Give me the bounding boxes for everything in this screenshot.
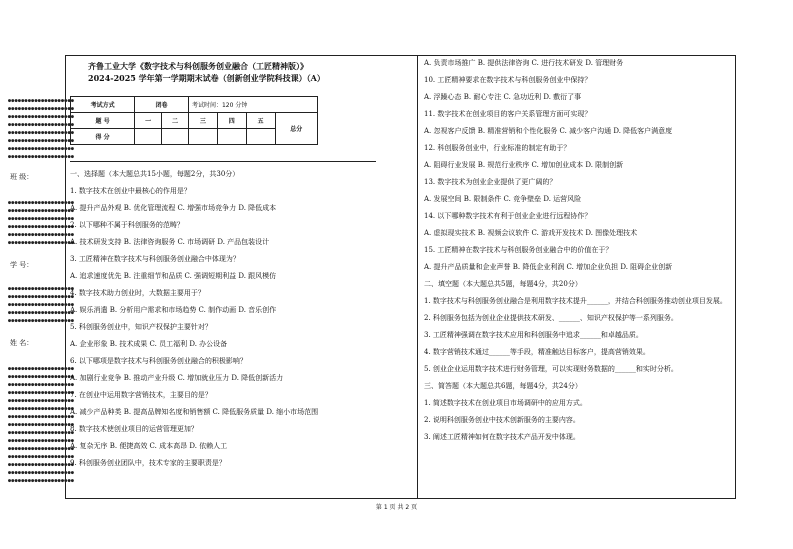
total-label: 总分 (275, 113, 317, 145)
name-label: 姓 名： (10, 339, 34, 347)
dot-column-16: ●●●●●●●●●●●●●●●●●●●● (8, 294, 75, 300)
question-text: 6. 以下哪项是数字技术与科创服务创业融合的积极影响？ (70, 357, 247, 365)
score-cell-1[interactable] (135, 129, 162, 145)
spacer (424, 374, 730, 382)
dot-column-22: ●●●●●●●●●●●●●●●●●●●● (8, 382, 75, 388)
question-text: 2. 说明科创服务创业中技术创新服务的主要内容。 (424, 416, 580, 424)
student-id-label: 学 号： (10, 261, 34, 269)
question-text: 7. 在创业中运用数字营销技术，主要目的是？ (70, 391, 212, 399)
score-cell-3[interactable] (188, 129, 217, 145)
exam-title-line2: 2024-2025 学年第一学期期末试卷（创新创业学院科技课）（A） (88, 73, 325, 83)
section-heading: 一、选择题（本大题总共15小题，每题2分，共30分） (70, 170, 240, 178)
spacer (424, 391, 730, 399)
spacer (424, 425, 730, 433)
spacer (70, 400, 408, 408)
spacer (70, 332, 408, 340)
dot-column-19: ●●●●●●●●●●●●●●●●●●●● (8, 318, 75, 324)
answer-options: A. 加剧行业竞争 B. 推动产业升级 C. 增加就业压力 D. 降低创新活力 (70, 374, 284, 382)
dot-column-14: ●●●●●●●●●●●●●●●●●●●● (8, 240, 75, 246)
answer-options: A. 提升产品质量和企业声誉 B. 降低企业利润 C. 增加企业负担 D. 阻碍企业创新 (424, 263, 673, 271)
spacer (70, 213, 408, 221)
spacer (70, 315, 408, 323)
spacer (70, 366, 408, 374)
dot-column-3: ●●●●●●●●●●●●●●●●●●●● (8, 114, 75, 120)
question-text: 1. 数字技术在创业中最核心的作用是？ (70, 187, 191, 195)
spacer (424, 340, 730, 348)
question-text: 5. 科创服务创业中，知识产权保护主要针对？ (70, 323, 212, 331)
dot-column-8: ●●●●●●●●●●●●●●●●●●●● (8, 154, 75, 160)
dot-column-9: ●●●●●●●●●●●●●●●●●●●● (8, 200, 75, 206)
question-text: 3. 工匠精神强调在数字技术应用和科创服务中追求______和卓越品质。 (424, 331, 643, 339)
class-label: 班 级： (10, 173, 34, 181)
left-column-header (70, 57, 412, 84)
dot-column-27: ●●●●●●●●●●●●●●●●●●●● (8, 422, 75, 428)
answer-options: A. 虚拟现实技术 B. 视频会议软件 C. 游戏开发技术 D. 图像处理技术 (424, 229, 638, 237)
spacer (70, 230, 408, 238)
dot-column-7: ●●●●●●●●●●●●●●●●●●●● (8, 146, 75, 152)
answer-options: A. 复杂无序 B. 便捷高效 C. 成本高昂 D. 依赖人工 (70, 442, 228, 450)
column-divider (417, 55, 418, 499)
col-2: 二 (162, 113, 189, 129)
spacer (424, 153, 730, 161)
answer-options: A. 阻碍行业发展 B. 规范行业秩序 C. 增加创业成本 D. 限制创新 (424, 161, 624, 169)
spacer (70, 417, 408, 425)
dot-column-5: ●●●●●●●●●●●●●●●●●●●● (8, 130, 75, 136)
dot-column-4: ●●●●●●●●●●●●●●●●●●●● (8, 122, 75, 128)
exam-title-line1: 齐鲁工业大学《数字技术与科创服务创业融合（工匠精神版）》 (88, 61, 308, 71)
section-heading: 三、简答题（本大题总共6题，每题4分，共24分） (424, 382, 582, 390)
dot-column-15: ●●●●●●●●●●●●●●●●●●●● (8, 286, 75, 292)
answer-options: A. 娱乐消遣 B. 分析用户需求和市场趋势 C. 制作动画 D. 音乐创作 (70, 306, 277, 314)
spacer (424, 170, 730, 178)
dot-column-30: ●●●●●●●●●●●●●●●●●●●● (8, 446, 75, 452)
question-text: 3. 工匠精神在数字技术与科创服务创业融合中体现为？ (70, 255, 240, 263)
spacer (424, 221, 730, 229)
answer-options: A. 技术研发支持 B. 法律咨询服务 C. 市场调研 D. 产品包装设计 (70, 238, 270, 246)
question-text: 8. 数字技术使创业项目的运营管理更加？ (70, 425, 198, 433)
dot-column-12: ●●●●●●●●●●●●●●●●●●●● (8, 224, 75, 230)
dot-column-29: ●●●●●●●●●●●●●●●●●●●● (8, 438, 75, 444)
question-text: 15. 工匠精神在数字技术与科创服务创业融合中的价值在于？ (424, 246, 613, 254)
spacer (70, 451, 408, 459)
spacer (424, 357, 730, 365)
spacer (70, 264, 408, 272)
question-text: 2. 科创服务包括为创业企业提供技术研发、______、知识产权保护等一系列服务。 (424, 314, 678, 322)
spacer (70, 196, 408, 204)
score-cell-4[interactable] (217, 129, 246, 145)
spacer (424, 187, 730, 195)
dot-column-24: ●●●●●●●●●●●●●●●●●●●● (8, 398, 75, 404)
question-no-label: 题 号 (71, 113, 135, 129)
answer-options: A. 减少产品种类 B. 提高品牌知名度和销售额 C. 降低服务质量 D. 缩小市场范围 (70, 408, 319, 416)
dot-column-11: ●●●●●●●●●●●●●●●●●●●● (8, 216, 75, 222)
section-separator (70, 161, 376, 162)
score-cell-5[interactable] (246, 129, 275, 145)
spacer (424, 68, 730, 76)
score-table (70, 96, 318, 145)
dot-column-2: ●●●●●●●●●●●●●●●●●●●● (8, 106, 75, 112)
dot-column-34: ●●●●●●●●●●●●●●●●●●●● (8, 478, 75, 484)
question-text: 1. 数字技术与科创服务创业融合是利用数字技术提升______，并结合科创服务推动创业项目发展。 (424, 297, 727, 305)
dot-column-10: ●●●●●●●●●●●●●●●●●●●● (8, 208, 75, 214)
dot-column-23: ●●●●●●●●●●●●●●●●●●●● (8, 390, 75, 396)
left-questions (70, 170, 408, 468)
col-4: 四 (217, 113, 246, 129)
score-label: 得 分 (71, 129, 135, 145)
question-text: 10. 工匠精神要求在数字技术与科创服务创业中保持？ (424, 76, 592, 84)
score-cell-2[interactable] (162, 129, 189, 145)
exam-time: 考试时间：120 分钟 (188, 97, 317, 113)
answer-options: A. 浮躁心态 B. 耐心专注 C. 急功近利 D. 敷衍了事 (424, 93, 582, 101)
spacer (424, 102, 730, 110)
dot-column-18: ●●●●●●●●●●●●●●●●●●●● (8, 310, 75, 316)
dot-column-21: ●●●●●●●●●●●●●●●●●●●● (8, 374, 75, 380)
dot-column-26: ●●●●●●●●●●●●●●●●●●●● (8, 414, 75, 420)
exam-method-value: 闭卷 (135, 97, 189, 113)
answer-options: A. 忽视客户反馈 B. 精准营销和个性化服务 C. 减少客户沟通 D. 降低客户满意度 (424, 127, 673, 135)
question-text: 12. 科创服务创业中，行业标准的制定有助于？ (424, 144, 571, 152)
binding-margin (0, 0, 75, 549)
exam-method-label: 考试方式 (71, 97, 135, 113)
dot-column-1: ●●●●●●●●●●●●●●●●●●●● (8, 98, 75, 104)
spacer (424, 323, 730, 331)
question-text: 3. 阐述工匠精神如何在数字技术产品开发中体现。 (424, 433, 580, 441)
col-5: 五 (246, 113, 275, 129)
answer-options: A. 发展空间 B. 限制条件 C. 竞争壁垒 D. 运营风险 (424, 195, 582, 203)
spacer (424, 272, 730, 280)
spacer (70, 281, 408, 289)
dot-column-13: ●●●●●●●●●●●●●●●●●●●● (8, 232, 75, 238)
question-text: 13. 数字技术为创业企业提供了更广阔的？ (424, 178, 557, 186)
spacer (424, 306, 730, 314)
dot-column-17: ●●●●●●●●●●●●●●●●●●●● (8, 302, 75, 308)
section-heading: 二、填空题（本大题总共5题，每题4分，共20分） (424, 280, 582, 288)
dot-column-32: ●●●●●●●●●●●●●●●●●●●● (8, 462, 75, 468)
spacer (70, 434, 408, 442)
dot-column-28: ●●●●●●●●●●●●●●●●●●●● (8, 430, 75, 436)
spacer (424, 408, 730, 416)
dot-column-20: ●●●●●●●●●●●●●●●●●●●● (8, 366, 75, 372)
question-text: 1. 简述数字技术在创业项目市场调研中的应用方式。 (424, 399, 587, 407)
dot-column-33: ●●●●●●●●●●●●●●●●●●●● (8, 470, 75, 476)
question-text: 5. 创业企业运用数字技术进行财务管理，可以实现财务数据的______和实时分析。 (424, 365, 678, 373)
spacer (70, 349, 408, 357)
question-text: 11. 数字技术在创业项目的客户关系管理方面可实现？ (424, 110, 592, 118)
spacer (70, 383, 408, 391)
page-footer: 第 1 页 共 2 页 (375, 504, 418, 511)
dot-column-6: ●●●●●●●●●●●●●●●●●●●● (8, 138, 75, 144)
answer-options: A. 负责市场推广 B. 提供法律咨询 C. 进行技术研发 D. 管理财务 (424, 59, 624, 67)
spacer (70, 247, 408, 255)
spacer (424, 85, 730, 93)
answer-options: A. 追求速度优先 B. 注重细节和品质 C. 强调短期利益 D. 跟风模仿 (70, 272, 277, 280)
spacer (424, 136, 730, 144)
dot-column-25: ●●●●●●●●●●●●●●●●●●●● (8, 406, 75, 412)
col-1: 一 (135, 113, 162, 129)
spacer (424, 238, 730, 246)
question-text: 14. 以下哪种数字技术有利于创业企业进行远程协作？ (424, 212, 592, 220)
question-text: 9. 科创服务创业团队中，技术专家的主要职责是？ (70, 459, 226, 467)
spacer (70, 179, 408, 187)
spacer (424, 255, 730, 263)
question-text: 4. 数字营销技术通过______等手段，精准触达目标客户，提高营销效果。 (424, 348, 650, 356)
answer-options: A. 提升产品外观 B. 优化管理流程 C. 增强市场竞争力 D. 降低成本 (70, 204, 277, 212)
question-text: 2. 以下哪种不属于科创服务的范畴？ (70, 221, 184, 229)
question-text: 4. 数字技术助力创业时，大数据主要用于？ (70, 289, 205, 297)
spacer (424, 119, 730, 127)
answer-options: A. 企业形象 B. 技术成果 C. 员工福利 D. 办公设备 (70, 340, 228, 348)
spacer (424, 289, 730, 297)
dot-column-31: ●●●●●●●●●●●●●●●●●●●● (8, 454, 75, 460)
col-3: 三 (188, 113, 217, 129)
spacer (424, 204, 730, 212)
spacer (70, 298, 408, 306)
right-questions (424, 59, 730, 442)
